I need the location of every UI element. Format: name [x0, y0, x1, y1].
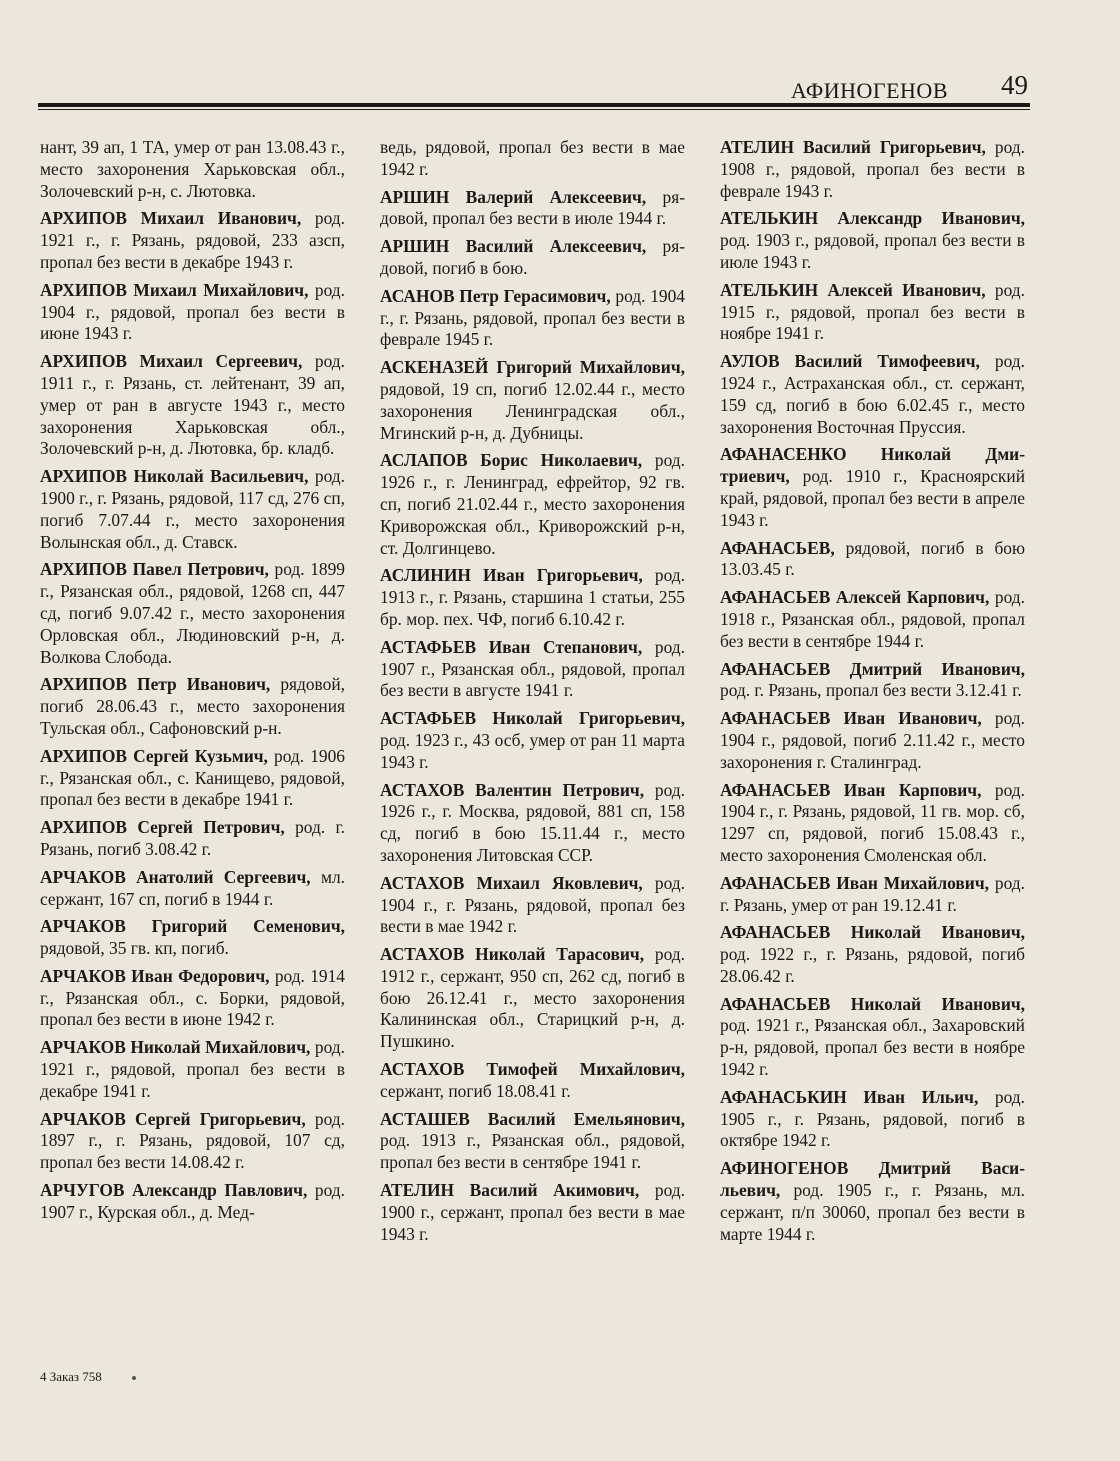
entry-text: род. 1900 г., г. Рязань, рядовой, 117 сд, 276 сп, погиб 7.07.44 г., место захоронения Волынская обл., д. Ставск. — [40, 466, 345, 552]
entry-text: рядовой, погиб в бою 13.03.45 г. — [720, 537, 1025, 580]
entry-name: АФАНАСЬЕВ Николай Иванович, — [720, 922, 1025, 943]
entry-text: род. 1903 г., рядовой, пропал без вести в июле 1943 г. — [720, 230, 1025, 272]
entry-text: род. 1918 г., Рязанская обл., рядовой, пропал без вести в сентябре 1944 г. — [720, 587, 1025, 651]
entry-name: АРЧАКОВ Григорий Семенович, — [40, 916, 345, 937]
entry-text: род. г. Рязань, пропал без вести 3.12.41 г. — [720, 680, 1022, 701]
entry-text: род. 1914 г., Рязанская обл., с. Борки, рядовой, пропал без вести в июне 1942 г. — [40, 965, 345, 1030]
entry-name: АФИНОГЕНОВ Дмитрий Васильевич, — [720, 1158, 1025, 1201]
entry — [40, 867, 345, 911]
entry — [720, 208, 1025, 273]
entry-name: АРЧАКОВ Сергей Григорьевич, — [40, 1108, 306, 1129]
entry — [40, 466, 345, 553]
entry — [40, 1037, 345, 1102]
entry — [720, 1087, 1025, 1152]
entry-text: мл. сержант, 167 сп, погиб в 1944 г. — [40, 866, 345, 909]
entry-name: АСАНОВ Петр Герасимович, — [380, 285, 611, 306]
entry-name: АРХИПОВ Павел Петрович, — [40, 559, 269, 580]
entry-name: АФАНАСЬЕВ, — [720, 537, 835, 558]
entry-name: АФАНАСЬЕВ Николай Иванович, — [720, 993, 1025, 1014]
entry-name: АСТАХОВ Тимофей Михайлович, — [380, 1059, 685, 1080]
entry — [720, 780, 1025, 867]
entry-name: АТЕЛЬКИН Александр Иванович, — [720, 208, 1025, 229]
entry — [380, 450, 685, 559]
entry-text: нант, 39 ап, 1 ТА, умер от ран 13.08.43 г., место захоронения Харьковская обл., Золочевский р-н, с. Лютовка. — [40, 137, 345, 201]
entry — [40, 817, 345, 861]
entry-name: АФАНАСЬЕВ Иван Михайлович, — [720, 872, 989, 893]
print-dot — [132, 1376, 136, 1380]
entry-name: АФАНАСЬЕВ Алексей Карпович, — [720, 587, 990, 608]
entry-text: род. 1904 г., рядовой, пропал без вести в июне 1943 г. — [40, 279, 345, 344]
entry — [380, 1059, 685, 1103]
entry-name: АРХИПОВ Петр Иванович, — [40, 674, 271, 695]
entry-name: АСЛИНИН Иван Григорьевич, — [380, 565, 643, 586]
entry-text: род. 1913 г., Рязанская обл., рядовой, пропал без вести в сентябре 1941 г. — [380, 1130, 685, 1173]
entry-text: род. 1908 г., рядовой, пропал без вести в феврале 1943 г. — [720, 137, 1025, 201]
entry — [40, 1180, 345, 1224]
entry-text: род. 1921 г., рядовой, пропал без вести в декабре 1941 г. — [40, 1037, 345, 1101]
entry — [380, 236, 685, 280]
entry — [720, 873, 1025, 917]
entry-text: род. 1897 г., г. Рязань, рядовой, 107 сд, пропал без вести 14.08.42 г. — [40, 1108, 345, 1173]
signature-text: 4 Заказ 758 — [40, 1369, 102, 1384]
entry — [380, 187, 685, 231]
entry-text: рядовой, пропал без вести в июле 1944 г. — [380, 186, 685, 229]
entry-name: АРХИПОВ Михаил Сергеевич, — [40, 351, 303, 372]
page-header — [38, 70, 1030, 110]
entry-name: АФАНАСЬЕВ Иван Карпович, — [720, 779, 982, 800]
entry — [720, 708, 1025, 773]
entry-text: род. 1904 г., г. Рязань, рядовой, пропал без вести в феврале 1945 г. — [380, 285, 685, 350]
entry — [40, 208, 345, 273]
entry-text: рядовой, погиб 28.06.43 г., место захоронения Тульская обл., Сафоновский р-н. — [40, 674, 345, 738]
entry-continuation — [40, 137, 345, 202]
entry — [720, 137, 1025, 202]
entry-name: АТЕЛЬКИН Алексей Иванович, — [720, 279, 986, 300]
entry — [380, 286, 685, 351]
entry-name: АФАНАСЬЕВ Дмитрий Иванович, — [720, 658, 1025, 679]
entry — [40, 746, 345, 811]
column-2 — [380, 137, 685, 1251]
entry-name: АРХИПОВ Сергей Петрович, — [40, 817, 285, 838]
entry-name: АСКЕНАЗЕЙ Григорий Михайлович, — [380, 357, 685, 378]
entry-text: род. 1900 г., сержант, пропал без вести в мае 1943 г. — [380, 1180, 685, 1244]
entry-name: АРЧАКОВ Николай Михайлович, — [40, 1037, 311, 1058]
entry-name: АСТАХОВ Николай Тарасович, — [380, 944, 645, 965]
entry — [380, 637, 685, 702]
entry-name: АСЛАПОВ Борис Николаевич, — [380, 450, 643, 471]
entry-name: АТЕЛИН Василий Григорьевич, — [720, 137, 986, 157]
entry-text: род. 1923 г., 43 осб, умер от ран 11 марта 1943 г. — [380, 729, 685, 772]
entry — [380, 873, 685, 938]
entry-text: род. 1922 г., г. Рязань, рядовой, погиб 28.06.42 г. — [720, 944, 1025, 986]
entry-text: род. 1907 г., Рязанская обл., рядовой, пропал без вести в августе 1941 г. — [380, 636, 685, 701]
entry — [40, 559, 345, 668]
entry-name: АРЧАКОВ Иван Федорович, — [40, 965, 270, 986]
entry-name: АРХИПОВ Михаил Иванович, — [40, 208, 302, 229]
entry — [720, 922, 1025, 987]
entry-name: АФАНАСЕНКО Николай Дмитриевич, — [720, 444, 1025, 487]
entry-name: АУЛОВ Василий Тимофеевич, — [720, 351, 980, 372]
entry-text: род. 1905 г., г. Рязань, рядовой, погиб в октябре 1942 г. — [720, 1086, 1025, 1151]
column-1 — [40, 137, 345, 1230]
entry-text: род. 1924 г., Астраханская обл., ст. сержант, 159 сд, погиб в бою 6.02.45 г., место захоронения Восточная Пруссия. — [720, 351, 1025, 437]
entry — [720, 444, 1025, 531]
entry — [720, 351, 1025, 438]
entry-text: род. 1921 г., г. Рязань, рядовой, 233 азсп, пропал без вести в декабре 1943 г. — [40, 208, 345, 272]
entry-name: АРЧУГОВ Александр Павлович, — [40, 1180, 308, 1201]
entry-name: АФАНАСЬКИН Иван Ильич, — [720, 1086, 979, 1107]
entry — [720, 659, 1025, 703]
entry-text: род. 1899 г., Рязанская обл., рядовой, 1268 сп, 447 сд, погиб 9.07.42 г., место захоронения Орловская обл., Людиновский р-н, д. Волкова Слобода. — [40, 559, 345, 667]
entry-text: род. 1921 г., Рязанская обл., Захаровский р-н, рядовой, пропал без вести в ноябре 1942 г. — [720, 1015, 1025, 1080]
entry-name: АСТАФЬЕВ Николай Григорьевич, — [380, 708, 685, 729]
entry-text: сержант, погиб 18.08.41 г. — [380, 1080, 571, 1101]
entry-name: АРШИН Валерий Алексеевич, — [380, 186, 647, 207]
header-rule-thick — [38, 103, 1030, 107]
entry — [40, 674, 345, 739]
entry-text: род. 1904 г., рядовой, погиб 2.11.42 г., место захоронения г. Сталинград. — [720, 708, 1025, 772]
entry — [40, 280, 345, 345]
entry — [720, 280, 1025, 345]
entry-text: род. г. Рязань, погиб 3.08.42 г. — [40, 817, 345, 859]
entry-name: АСТАШЕВ Василий Емельянович, — [380, 1108, 685, 1129]
entry — [40, 351, 345, 460]
entry-name: АРХИПОВ Сергей Кузьмич, — [40, 745, 268, 766]
entry-name: АТЕЛИН Василий Акимович, — [380, 1180, 640, 1201]
entry — [40, 1109, 345, 1174]
entry — [720, 994, 1025, 1081]
entry-name: АРШИН Василий Алексеевич, — [380, 236, 647, 257]
entry-name: АСТАХОВ Валентин Петрович, — [380, 779, 645, 800]
entry — [720, 538, 1025, 582]
entry-text: рядовой, 19 сп, погиб 12.02.44 г., место захоронения Ленинградская обл., Мгинский р-н, д. Дубницы. — [380, 378, 685, 443]
entry — [380, 357, 685, 444]
entry — [380, 1180, 685, 1245]
entry-text: род. 1915 г., рядовой, пропал без вести в ноябре 1941 г. — [720, 279, 1025, 344]
entry-text: род. 1926 г., г. Ленинград, ефрейтор, 92 гв. сп, погиб 21.02.44 г., место захоронения Криворожская обл., Криворожский р-н, ст. Долгинцево. — [380, 450, 685, 558]
entry — [380, 944, 685, 1053]
entry-text: род. 1907 г., Курская обл., д. Мед- — [40, 1180, 345, 1222]
entry-text: рядовой, 35 гв. кп, погиб. — [40, 938, 229, 959]
entry-text: род. 1926 г., г. Москва, рядовой, 881 сп, 158 сд, погиб в бою 15.11.44 г., место захоронения Литовская ССР. — [380, 779, 685, 865]
entry-text: род. г. Рязань, умер от ран 19.12.41 г. — [720, 872, 1025, 915]
entry-text: род. 1905 г., г. Рязань, мл. сержант, п/п 30060, пропал без вести в марте 1944 г. — [720, 1180, 1025, 1244]
entry-name: АСТАФЬЕВ Иван Степанович, — [380, 636, 643, 657]
entry-name: АРХИПОВ Николай Васильевич, — [40, 466, 309, 487]
printer-signature — [40, 1369, 136, 1385]
entry-continuation — [380, 137, 685, 181]
entry — [40, 916, 345, 960]
entry-text: род. 1910 г., Красноярский край, рядовой, пропал без вести в апреле 1943 г. — [720, 466, 1025, 530]
entry-text: род. 1912 г., сержант, 950 сп, 262 сд, погиб в бою 26.12.41 г., место захоронения Калининская обл., Старицкий р-н, д. Пушкино. — [380, 944, 685, 1052]
entry-name: АРЧАКОВ Анатолий Сергеевич, — [40, 866, 311, 887]
page-number: 49 — [1001, 70, 1028, 100]
entry-text: рядовой, погиб в бою. — [380, 236, 685, 278]
entry — [720, 587, 1025, 652]
entry — [380, 1109, 685, 1174]
entry-text: род. 1904 г., г. Рязань, рядовой, 11 гв. мор. сб, 1297 сп, рядовой, погиб 15.08.43 г., место захоронения Смоленская обл. — [720, 779, 1025, 865]
entry-name: АСТАХОВ Михаил Яковлевич, — [380, 872, 643, 893]
entry-text: род. 1904 г., г. Рязань, рядовой, пропал без вести в мае 1942 г. — [380, 872, 685, 937]
entry — [380, 708, 685, 773]
entry — [380, 780, 685, 867]
entry-text: ведь, рядовой, пропал без вести в мае 1942 г. — [380, 137, 685, 179]
entry — [720, 1158, 1025, 1245]
running-head: АФИНОГЕНОВ — [790, 78, 948, 103]
entry-text: род. 1906 г., Рязанская обл., с. Канищево, рядовой, пропал без вести в декабре 1941 г. — [40, 745, 345, 810]
header-rule-thin — [38, 109, 1030, 110]
entry-name: АФАНАСЬЕВ Иван Иванович, — [720, 708, 982, 729]
entry-name: АРХИПОВ Михаил Михайлович, — [40, 279, 309, 300]
entry — [40, 966, 345, 1031]
column-3 — [720, 137, 1025, 1251]
entry-text: род. 1913 г., г. Рязань, старшина 1 статьи, 255 бр. мор. пех. ЧФ, погиб 6.10.42 г. — [380, 565, 685, 629]
entry — [380, 565, 685, 630]
entry-text: род. 1911 г., г. Рязань, ст. лейтенант, 39 ап, умер от ран в августе 1943 г., место захоронения Харьковская обл., Золочевский р-н, д. Лютовка, бр. кладб. — [40, 351, 345, 459]
